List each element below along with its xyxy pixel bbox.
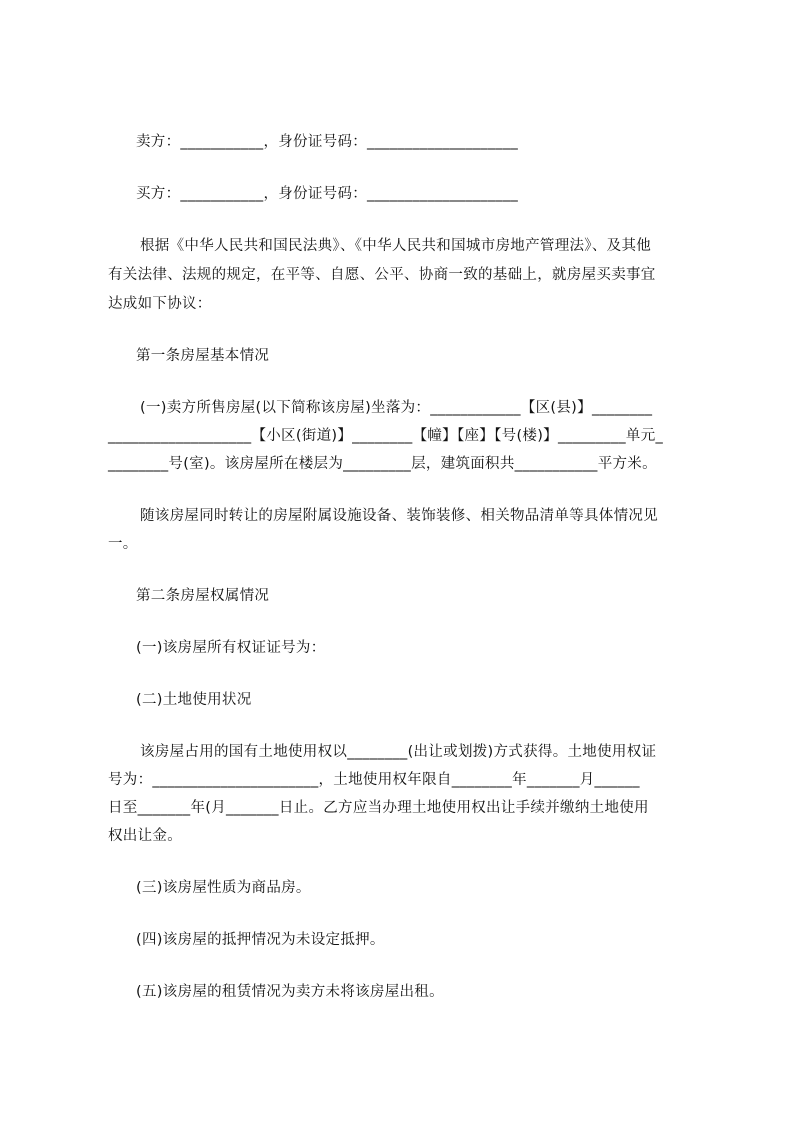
preamble-line-2: 有关法律、法规的规定，在平等、自愿、公平、协商一致的基础上，就房屋买卖事宜 (108, 267, 656, 283)
land-use-heading: (二)土地使用状况 (136, 692, 252, 708)
ownership-cert-line: (一)该房屋所有权证证号为： (136, 640, 326, 656)
seller-line: 卖方：___________，身份证号码：____________________ (136, 134, 519, 150)
location-line-2: ___________________【小区(街道)】________【幢】【座】【号(楼)】_________单元_ (108, 428, 664, 444)
article-1-heading: 第一条房屋基本情况 (136, 348, 270, 364)
attachment-line-1: 随该房屋同时转让的房屋附属设施设备、装饰装修、相关物品清单等具体情况见 (140, 508, 658, 524)
land-use-line-2: 号为：______________________，土地使用权年限自________年_______月______ (108, 772, 640, 788)
lease-line: (五)该房屋的租赁情况为卖方未将该房屋出租。 (136, 984, 444, 1000)
article-2-heading: 第二条房屋权属情况 (136, 588, 270, 604)
preamble-line-3: 达成如下协议： (108, 296, 212, 312)
buyer-line: 买方：___________，身份证号码：____________________ (136, 186, 519, 202)
land-use-line-3: 日至_______年(月_______日止。乙方应当办理土地使用权出让手续并缴纳土地使用 (108, 800, 649, 816)
attachment-line-2: 一。 (108, 536, 138, 552)
property-nature-line: (三)该房屋性质为商品房。 (136, 880, 311, 896)
location-line-1: (一)卖方所售房屋(以下简称该房屋)坐落为：____________【区(县)】________ (140, 400, 653, 416)
land-use-line-1: 该房屋占用的国有土地使用权以________(出让或划拨)方式获得。土地使用权证 (140, 744, 657, 760)
preamble-line-1: 根据《中华人民共和国民法典》、《中华人民共和国城市房地产管理法》、及其他 (140, 238, 652, 254)
location-line-3: ________号(室)。该房屋所在楼层为_________层，建筑面积共___________平方米。 (108, 456, 657, 472)
land-use-line-4: 权出让金。 (108, 828, 182, 844)
mortgage-line: (四)该房屋的抵押情况为未设定抵押。 (136, 932, 385, 948)
